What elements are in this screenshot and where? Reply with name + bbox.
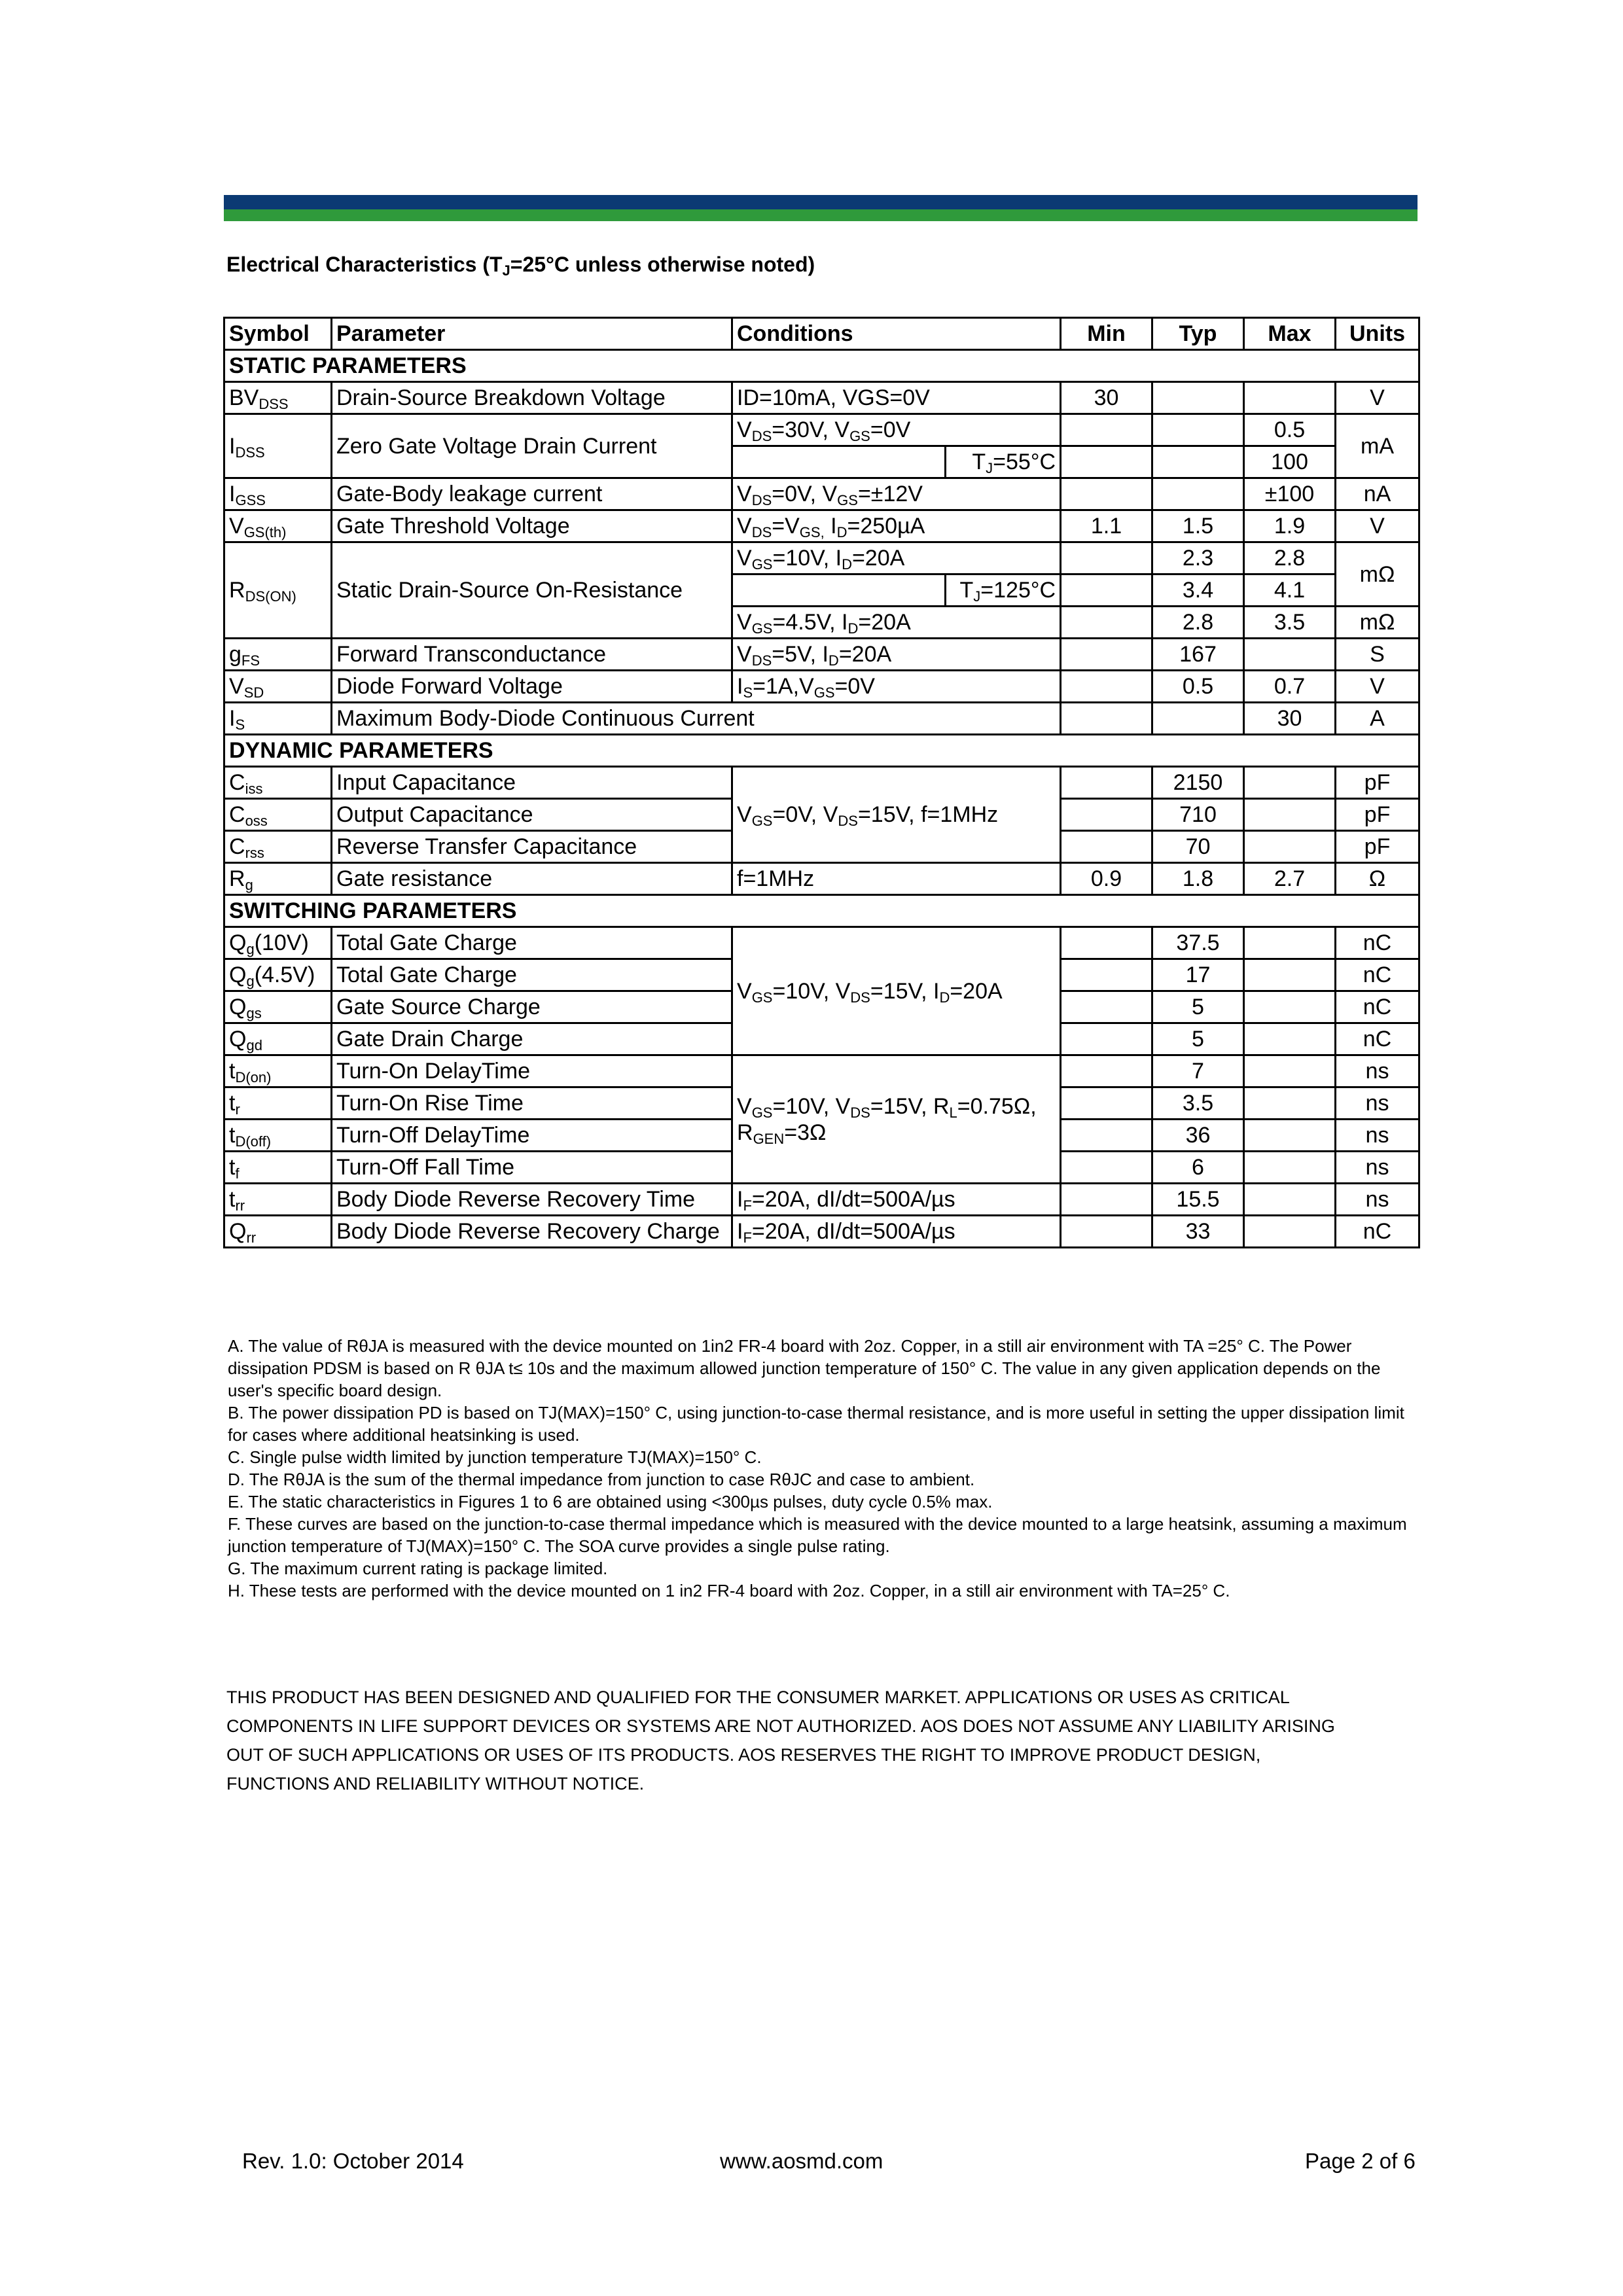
table-header-row <box>224 318 1419 350</box>
units-cell: S <box>1336 639 1419 671</box>
parameter-cell: Static Drain-Source On-Resistance <box>332 542 732 639</box>
typ-cell: 5 <box>1152 1023 1244 1055</box>
table-row-gfs <box>224 639 1419 671</box>
min-cell <box>1061 574 1152 607</box>
max-cell <box>1244 959 1336 991</box>
min-cell <box>1061 478 1152 510</box>
typ-cell: 3.4 <box>1152 574 1244 607</box>
conditions-cell: $V_{DS}=V_{GS,}$ $I_D=250\mu A$ <box>732 510 1061 542</box>
min-cell <box>1061 959 1152 991</box>
max-cell <box>1244 831 1336 863</box>
symbol-cell: $t_{rr}$ <box>224 1184 332 1216</box>
conditions-spacer <box>732 446 946 478</box>
typ-cell: 167 <box>1152 639 1244 671</box>
tj-cell: $T_J=55^\circ C$ <box>946 446 1061 478</box>
section-row-switching <box>224 895 1419 927</box>
parameter-cell: Zero Gate Voltage Drain Current <box>332 414 732 478</box>
header-max: Max <box>1244 318 1336 350</box>
conditions-cell: $V_{GS}=10V$, $V_{DS}=15V$, $R_L=0.75\Omega$, $R_{GEN}=3\Omega$ <box>732 1055 1061 1184</box>
parameter-cell: Reverse Transfer Capacitance <box>332 831 732 863</box>
table-row-igss <box>224 478 1419 510</box>
typ-cell: 2.8 <box>1152 607 1244 639</box>
parameter-cell: Output Capacitance <box>332 799 732 831</box>
typ-cell: 36 <box>1152 1120 1244 1152</box>
parameter-cell: Turn-Off Fall Time <box>332 1152 732 1184</box>
min-cell <box>1061 703 1152 735</box>
header-bar-green <box>224 209 1418 221</box>
units-cell: V <box>1336 671 1419 703</box>
note-c: C. Single pulse width limited by junction temperature TJ(MAX)=150° C. <box>228 1447 762 1467</box>
max-cell <box>1244 927 1336 959</box>
parameter-cell: Drain-Source Breakdown Voltage <box>332 382 732 414</box>
parameter-cell: Turn-Off DelayTime <box>332 1120 732 1152</box>
symbol-cell: $Q_g(4.5V)$ <box>224 959 332 991</box>
symbol-cell: $t_{D(off)}$ <box>224 1120 332 1152</box>
min-cell <box>1061 799 1152 831</box>
units-cell: pF <box>1336 831 1419 863</box>
parameter-cell: Input Capacitance <box>332 767 732 799</box>
parameter-cell: Diode Forward Voltage <box>332 671 732 703</box>
table-row-qg10 <box>224 927 1419 959</box>
min-cell: 30 <box>1061 382 1152 414</box>
units-cell: mA <box>1336 414 1419 478</box>
typ-cell: 33 <box>1152 1216 1244 1248</box>
symbol-cell: $BV_{DSS}$ <box>224 382 332 414</box>
note-a: A. The value of RθJA is measured with the device mounted on 1in2 FR-4 board with 2oz. Copper, in a still air environment with TA =25° C. The Power dissipation PDSM is based on R θJA t≤ 10s and the maximum allowed junction temperature of 150° C. The value in any given application depends on the user's specific board design. <box>228 1336 1381 1400</box>
section-title: DYNAMIC PARAMETERS <box>224 735 1419 767</box>
symbol-cell: $Q_{rr}$ <box>224 1216 332 1248</box>
note-b: B. The power dissipation PD is based on TJ(MAX)=150° C, using junction-to-case thermal resistance, and is more useful in setting the upper dissipation limit for cases where additional heatsinking is used. <box>228 1403 1404 1445</box>
note-g: G. The maximum current rating is package limited. <box>228 1559 608 1578</box>
max-cell: 100 <box>1244 446 1336 478</box>
typ-cell: 7 <box>1152 1055 1244 1087</box>
min-cell: 0.9 <box>1061 863 1152 895</box>
typ-cell <box>1152 703 1244 735</box>
table-row-rg <box>224 863 1419 895</box>
footer-website[interactable]: www.aosmd.com <box>720 2149 883 2173</box>
page-title: Electrical Characteristics ($T_J=25^\circ C$ unless otherwise noted) <box>226 253 815 279</box>
table-row-ciss <box>224 767 1419 799</box>
typ-cell: 15.5 <box>1152 1184 1244 1216</box>
units-cell: V <box>1336 382 1419 414</box>
units-cell: ns <box>1336 1120 1419 1152</box>
header-min: Min <box>1061 318 1152 350</box>
units-cell: nA <box>1336 478 1419 510</box>
symbol-cell: $R_g$ <box>224 863 332 895</box>
symbol-cell: $Q_{gd}$ <box>224 1023 332 1055</box>
section-title: STATIC PARAMETERS <box>224 350 1419 382</box>
parameter-cell: Body Diode Reverse Recovery Time <box>332 1184 732 1216</box>
note-d: D. The RθJA is the sum of the thermal impedance from junction to case RθJC and case to ambient. <box>228 1470 975 1489</box>
min-cell <box>1061 1216 1152 1248</box>
min-cell <box>1061 542 1152 574</box>
footer-revision: Rev. 1.0: October 2014 <box>242 2149 464 2173</box>
max-cell: ±100 <box>1244 478 1336 510</box>
max-cell: 2.8 <box>1244 542 1336 574</box>
max-cell <box>1244 1120 1336 1152</box>
parameter-cell: Gate Source Charge <box>332 991 732 1023</box>
typ-cell: 710 <box>1152 799 1244 831</box>
max-cell <box>1244 1216 1336 1248</box>
min-cell <box>1061 927 1152 959</box>
parameter-cell: Gate-Body leakage current <box>332 478 732 510</box>
table-row-trr <box>224 1184 1419 1216</box>
tj-cell: $T_J=125^\circ C$ <box>946 574 1061 607</box>
min-cell: 1.1 <box>1061 510 1152 542</box>
typ-cell <box>1152 382 1244 414</box>
symbol-cell: $C_{oss}$ <box>224 799 332 831</box>
max-cell <box>1244 799 1336 831</box>
typ-cell: 1.5 <box>1152 510 1244 542</box>
min-cell <box>1061 446 1152 478</box>
min-cell <box>1061 1055 1152 1087</box>
max-cell: 0.7 <box>1244 671 1336 703</box>
disclaimer-line: THIS PRODUCT HAS BEEN DESIGNED AND QUALIFIED FOR THE CONSUMER MARKET. APPLICATIONS OR USES AS CRITICAL <box>226 1687 1290 1707</box>
header-symbol: Symbol <box>224 318 332 350</box>
conditions-cell: $V_{GS}=10V$, $I_D=20A$ <box>732 542 1061 574</box>
conditions-cell: $V_{GS}=0V$, $V_{DS}=15V$, f=1MHz <box>732 767 1061 863</box>
conditions-cell: $V_{GS}=4.5V$, $I_D=20A$ <box>732 607 1061 639</box>
max-cell: 1.9 <box>1244 510 1336 542</box>
conditions-cell: f=1MHz <box>732 863 1061 895</box>
units-cell: Ω <box>1336 863 1419 895</box>
disclaimer-line: FUNCTIONS AND RELIABILITY WITHOUT NOTICE. <box>226 1774 645 1793</box>
parameter-cell: Gate Threshold Voltage <box>332 510 732 542</box>
units-cell: ns <box>1336 1087 1419 1120</box>
typ-cell: 1.8 <box>1152 863 1244 895</box>
typ-cell: 37.5 <box>1152 927 1244 959</box>
table-row-bvdss <box>224 382 1419 414</box>
units-cell: ns <box>1336 1184 1419 1216</box>
max-cell <box>1244 1055 1336 1087</box>
min-cell <box>1061 1184 1152 1216</box>
symbol-cell: $Q_g(10V)$ <box>224 927 332 959</box>
symbol-cell: $I_S$ <box>224 703 332 735</box>
conditions-cell: $V_{DS}=5V$, $I_D=20A$ <box>732 639 1061 671</box>
max-cell <box>1244 1152 1336 1184</box>
symbol-cell: $C_{rss}$ <box>224 831 332 863</box>
typ-cell: 5 <box>1152 991 1244 1023</box>
table-row-vgsth <box>224 510 1419 542</box>
note-h: H. These tests are performed with the device mounted on 1 in2 FR-4 board with 2oz. Copper, in a still air environment with TA=25° C. <box>228 1581 1230 1600</box>
electrical-characteristics-table <box>223 317 1420 1248</box>
symbol-cell: $I_{GSS}$ <box>224 478 332 510</box>
symbol-cell: $Q_{gs}$ <box>224 991 332 1023</box>
symbol-cell: $R_{DS(ON)}$ <box>224 542 332 639</box>
symbol-cell: $g_{FS}$ <box>224 639 332 671</box>
note-e: E. The static characteristics in Figures 1 to 6 are obtained using <300µs pulses, duty cycle 0.5% max. <box>228 1492 993 1511</box>
min-cell <box>1061 671 1152 703</box>
max-cell: 2.7 <box>1244 863 1336 895</box>
header-bar <box>224 195 1418 221</box>
table-row-idss <box>224 414 1419 446</box>
min-cell <box>1061 1120 1152 1152</box>
typ-cell: 0.5 <box>1152 671 1244 703</box>
units-cell: nC <box>1336 927 1419 959</box>
conditions-spacer <box>732 574 946 607</box>
max-cell: 30 <box>1244 703 1336 735</box>
symbol-cell: $t_{D(on)}$ <box>224 1055 332 1087</box>
min-cell <box>1061 414 1152 446</box>
typ-cell: 17 <box>1152 959 1244 991</box>
symbol-cell: $t_r$ <box>224 1087 332 1120</box>
min-cell <box>1061 991 1152 1023</box>
table-row-qrr <box>224 1216 1419 1248</box>
parameter-cell: Turn-On DelayTime <box>332 1055 732 1087</box>
max-cell <box>1244 382 1336 414</box>
typ-cell: 6 <box>1152 1152 1244 1184</box>
min-cell <box>1061 1023 1152 1055</box>
header-conditions: Conditions <box>732 318 1061 350</box>
typ-cell: 70 <box>1152 831 1244 863</box>
disclaimer-line: OUT OF SUCH APPLICATIONS OR USES OF ITS PRODUCTS. AOS RESERVES THE RIGHT TO IMPROVE PRODUCT DESIGN, <box>226 1745 1261 1765</box>
max-cell: 4.1 <box>1244 574 1336 607</box>
symbol-cell: $C_{iss}$ <box>224 767 332 799</box>
conditions-cell: ID=10mA, VGS=0V <box>732 382 1061 414</box>
footer-page-number: Page 2 of 6 <box>1305 2149 1416 2173</box>
max-cell <box>1244 991 1336 1023</box>
units-cell: pF <box>1336 799 1419 831</box>
header-typ: Typ <box>1152 318 1244 350</box>
units-cell: mΩ <box>1336 542 1419 607</box>
parameter-cell: Maximum Body-Diode Continuous Current <box>332 703 1061 735</box>
symbol-cell: $t_f$ <box>224 1152 332 1184</box>
units-cell: ns <box>1336 1055 1419 1087</box>
max-cell <box>1244 1023 1336 1055</box>
conditions-cell: $I_F=20A$, dI/dt=500A/µs <box>732 1184 1061 1216</box>
header-units: Units <box>1336 318 1419 350</box>
typ-cell: 2.3 <box>1152 542 1244 574</box>
conditions-cell: $I_S=1A,V_{GS}=0V$ <box>732 671 1061 703</box>
table-row-tdon <box>224 1055 1419 1087</box>
parameter-cell: Turn-On Rise Time <box>332 1087 732 1120</box>
table-row-rdson <box>224 542 1419 574</box>
header-parameter: Parameter <box>332 318 732 350</box>
disclaimer-line: COMPONENTS IN LIFE SUPPORT DEVICES OR SYSTEMS ARE NOT AUTHORIZED. AOS DOES NOT ASSUME ANY LIABILITY ARISING <box>226 1716 1335 1736</box>
min-cell <box>1061 1087 1152 1120</box>
min-cell <box>1061 767 1152 799</box>
max-cell <box>1244 639 1336 671</box>
section-title: SWITCHING PARAMETERS <box>224 895 1419 927</box>
conditions-cell: $V_{DS}=30V$, $V_{GS}=0V$ <box>732 414 1061 446</box>
min-cell <box>1061 831 1152 863</box>
units-cell: V <box>1336 510 1419 542</box>
units-cell: A <box>1336 703 1419 735</box>
symbol-cell: $V_{GS(th)}$ <box>224 510 332 542</box>
parameter-cell: Gate Drain Charge <box>332 1023 732 1055</box>
footnotes <box>228 1335 1425 1602</box>
table-row-vsd <box>224 671 1419 703</box>
units-cell: nC <box>1336 959 1419 991</box>
units-cell: pF <box>1336 767 1419 799</box>
max-cell <box>1244 1184 1336 1216</box>
disclaimer <box>226 1683 1418 1798</box>
max-cell: 0.5 <box>1244 414 1336 446</box>
units-cell: nC <box>1336 991 1419 1023</box>
section-row-dynamic <box>224 735 1419 767</box>
conditions-cell: $V_{DS}=0V$, $V_{GS}=\pm 12V$ <box>732 478 1061 510</box>
max-cell <box>1244 1087 1336 1120</box>
typ-cell <box>1152 478 1244 510</box>
typ-cell <box>1152 446 1244 478</box>
max-cell <box>1244 767 1336 799</box>
parameter-cell: Forward Transconductance <box>332 639 732 671</box>
conditions-cell: $I_F=20A$, dI/dt=500A/µs <box>732 1216 1061 1248</box>
symbol-cell: $I_{DSS}$ <box>224 414 332 478</box>
units-cell: nC <box>1336 1216 1419 1248</box>
units-cell: ns <box>1336 1152 1419 1184</box>
symbol-cell: $V_{SD}$ <box>224 671 332 703</box>
units-cell: mΩ <box>1336 607 1419 639</box>
conditions-cell: $V_{GS}=10V$, $V_{DS}=15V$, $I_D=20A$ <box>732 927 1061 1055</box>
table-row-is <box>224 703 1419 735</box>
typ-cell <box>1152 414 1244 446</box>
min-cell <box>1061 639 1152 671</box>
min-cell <box>1061 607 1152 639</box>
parameter-cell: Total Gate Charge <box>332 927 732 959</box>
typ-cell: 3.5 <box>1152 1087 1244 1120</box>
min-cell <box>1061 1152 1152 1184</box>
max-cell: 3.5 <box>1244 607 1336 639</box>
note-f: F. These curves are based on the junction-to-case thermal impedance which is measured with the device mounted to a large heatsink, assuming a maximum junction temperature of TJ(MAX)=150° C. The SOA curve provides a single pulse rating. <box>228 1514 1407 1556</box>
section-row-static <box>224 350 1419 382</box>
parameter-cell: Gate resistance <box>332 863 732 895</box>
parameter-cell: Body Diode Reverse Recovery Charge <box>332 1216 732 1248</box>
parameter-cell: Total Gate Charge <box>332 959 732 991</box>
units-cell: nC <box>1336 1023 1419 1055</box>
typ-cell: 2150 <box>1152 767 1244 799</box>
